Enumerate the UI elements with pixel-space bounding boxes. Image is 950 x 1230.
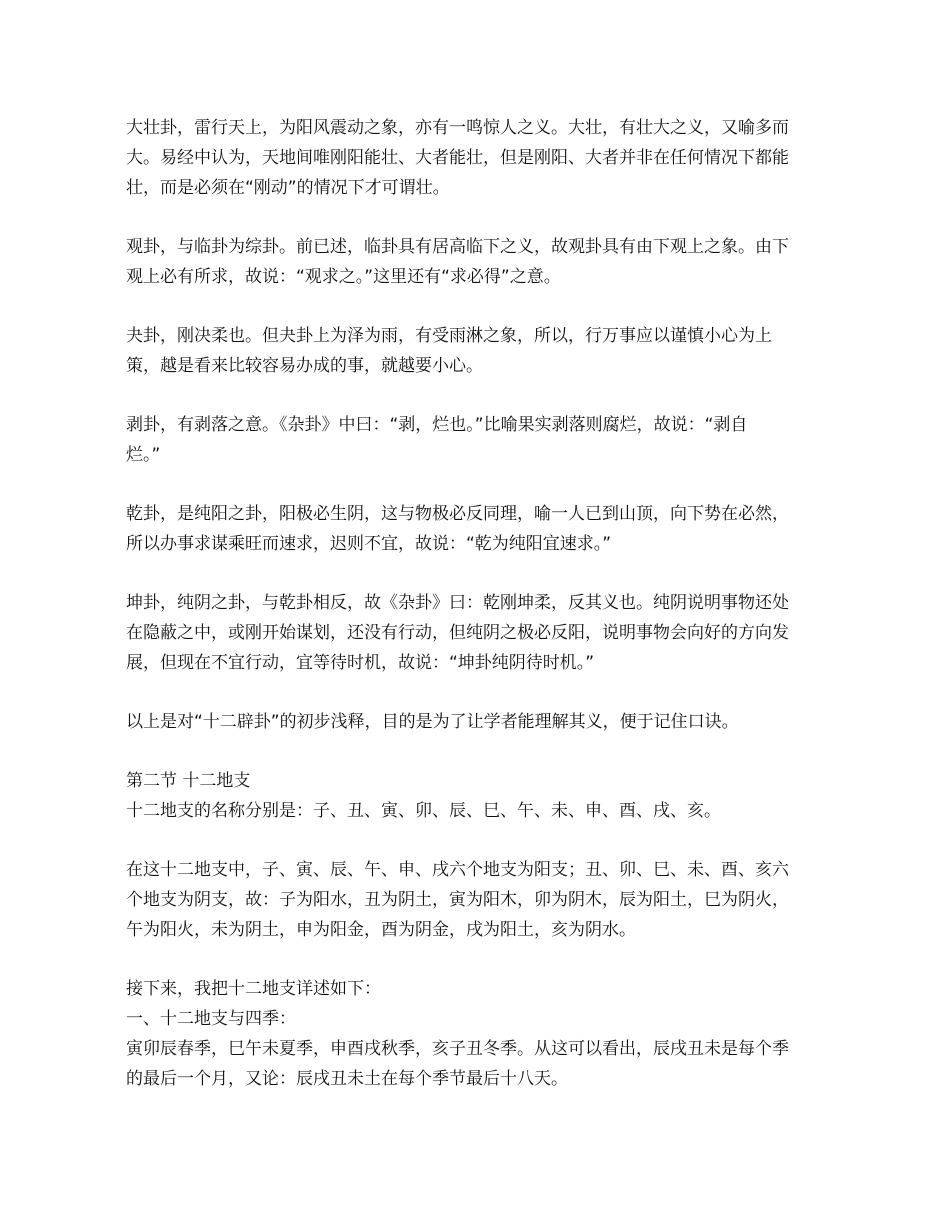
text-line: 剥卦，有剥落之意。《杂卦》中曰：“剥，烂也。”比喻果实剥落则腐烂，故说：“剥自 [126,415,748,435]
text-line: 大。易经中认为，天地间唯刚阳能壮、大者能壮，但是刚阳、大者并非在任何情况下都能 [126,148,789,168]
text-line: 策，越是看来比较容易办成的事，就越要小心。 [126,356,483,376]
text-line: 烂。” [126,445,161,465]
text-line: 午为阳火，未为阴土，申为阳金，酉为阴金，戌为阳土，亥为阴水。 [126,920,636,940]
paragraph-yin-yang-branches [126,855,856,945]
text-line: 夬卦，刚决柔也。但夬卦上为泽为雨，有受雨淋之象，所以，行万事应以谨慎小心为上 [126,326,772,346]
text-line: 的最后一个月，又论：辰戌丑未土在每个季节最后十八天。 [126,1069,568,1089]
text-line: 展，但现在不宜行动，宜等待时机，故说：“坤卦纯阴待时机。” [126,653,595,673]
text-line: 坤卦，纯阴之卦，与乾卦相反，故《杂卦》曰：乾刚坤柔，反其义也。纯阴说明事物还处 [126,593,789,613]
paragraph-dazhuang [126,113,856,203]
text-line: 壮，而是必须在“刚动”的情况下才可谓壮。 [126,178,450,198]
text-line: 在这十二地支中，子、寅、辰、午、申、戌六个地支为阳支；丑、卯、巳、未、酉、亥六 [126,860,789,880]
subsection-heading: 一、十二地支与四季： [126,1009,296,1029]
text-line: 乾卦，是纯阳之卦，阳极必生阴，这与物极必反同理，喻一人已到山顶，向下势在必然， [126,504,789,524]
text-line: 个地支为阴支，故：子为阳水，丑为阴土，寅为阳木，卯为阴木，辰为阳土，巳为阴火， [126,890,789,910]
paragraph-guai [126,321,856,381]
text-line: 大壮卦，雷行天上，为阳风震动之象，亦有一鸣惊人之义。大壮，有壮大之义，又喻多而 [126,118,789,138]
text-line: 十二地支的名称分别是：子、丑、寅、卯、辰、巳、午、未、申、酉、戌、亥。 [126,801,721,821]
text-line: 观卦，与临卦为综卦。前已述，临卦具有居高临下之义，故观卦具有由下观上之象。由下 [126,237,789,257]
text-line: 寅卯辰春季，巳午未夏季，申酉戌秋季，亥子丑冬季。从这可以看出，辰戌丑未是每个季 [126,1039,789,1059]
paragraph-guan [126,232,856,292]
paragraph-summary [126,707,856,737]
paragraph-seasons [126,974,856,1094]
paragraph-bo [126,410,856,470]
text-line: 接下来，我把十二地支详述如下： [126,979,381,999]
text-line: 以上是对“十二辟卦”的初步浅释，目的是为了让学者能理解其义，便于记住口诀。 [126,712,739,732]
text-line: 所以办事求谋乘旺而速求，迟则不宜，故说：“乾为纯阳宜速求。” [126,534,612,554]
section-twelve-branches [126,766,856,826]
section-heading: 第二节 十二地支 [126,771,251,791]
paragraph-kun [126,588,856,678]
document-page [126,113,856,1094]
text-line: 观上必有所求，故说：“观求之。”这里还有“求必得”之意。 [126,267,561,287]
paragraph-qian [126,499,856,559]
text-line: 在隐蔽之中，或刚开始谋划，还没有行动，但纯阴之极必反阳，说明事物会向好的方向发 [126,623,789,643]
